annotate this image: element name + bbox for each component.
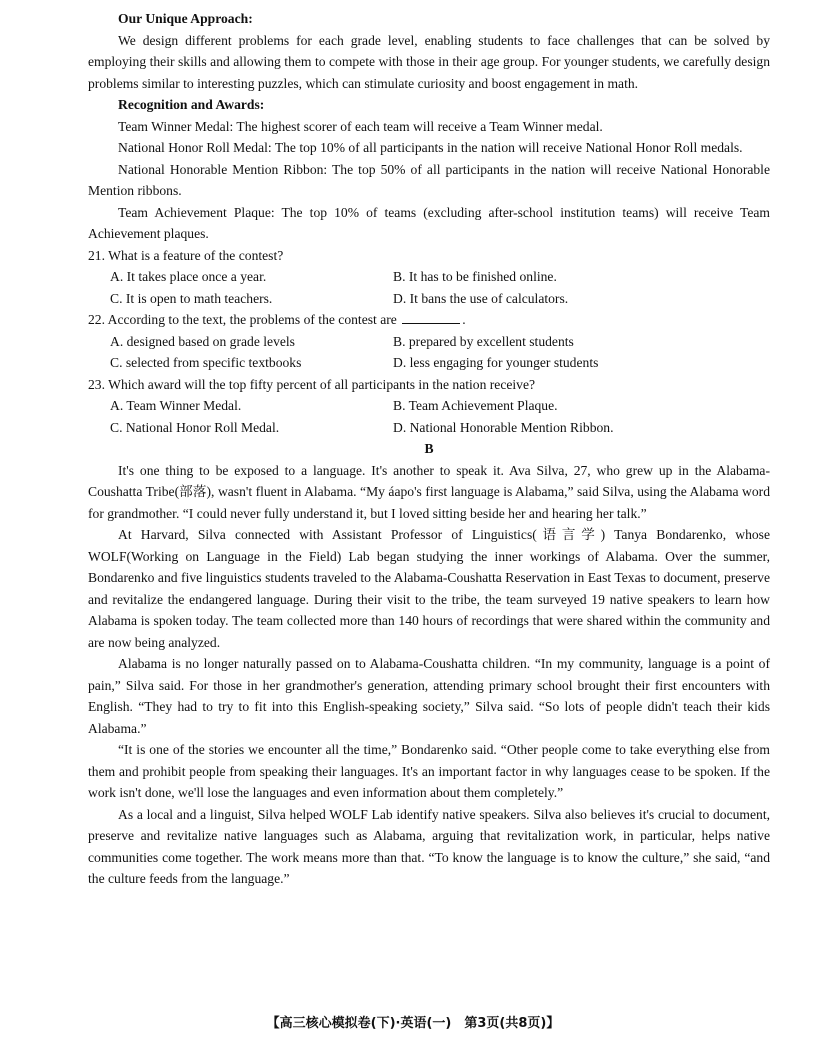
passage-paragraph: It's one thing to be exposed to a language. It's another to speak it. Ava Silva, 27, who grew up in the Alabama-Coushatta Tribe(部落), wasn't fluent in Alabama. “My áapo's first language is Alabama,” said Silva, using the Alabama word for grandmother. “I could never fully understand it, but I loved sitting beside her and hearing her talk.”: [88, 462, 770, 521]
award-item: Team Winner Medal: The highest scorer of each team will receive a Team Winner medal.: [118, 118, 603, 134]
option-d: D. National Honorable Mention Ribbon.: [393, 419, 614, 435]
question-21-options: [88, 266, 770, 309]
question-22-stem-text: 22. According to the text, the problems of the contest are: [88, 312, 397, 327]
award-item: National Honor Roll Medal: The top 10% of all participants in the nation will receive National Honor Roll medals.: [118, 140, 743, 155]
question-22-stem: [88, 309, 770, 331]
question-22-options: [88, 331, 770, 374]
option-d: D. less engaging for younger students: [393, 355, 599, 370]
passage-paragraph: “It is one of the stories we encounter all the time,” Bondarenko said. “Other people come to take everything else from them and prohibit people from speaking their languages. It's an important factor in why languages cease to be spoken. If the work isn't done, we'll lose the languages and even information about them completely.”: [88, 742, 770, 800]
question-23-options: [88, 395, 770, 438]
option-b: B. It has to be finished online.: [393, 269, 557, 284]
option-c: C. selected from specific textbooks: [110, 355, 302, 370]
option-d: D. It bans the use of calculators.: [393, 290, 569, 306]
section-letter: B: [424, 441, 434, 456]
approach-heading: Our Unique Approach:: [118, 11, 253, 26]
award-item: National Honorable Mention Ribbon: The top 50% of all participants in the nation will receive National Honorable Mention ribbons.: [88, 161, 770, 198]
passage-paragraph: At Harvard, Silva connected with Assistant Professor of Linguistics(语言学) Tanya Bondarenko, whose WOLF(Working on Language in the Field) Lab began studying the inner workings of Alabama. Over the summer, Bondarenko and five linguistics students traveled to the Alabama-Coushatta Reservation in East Texas to document, preserve and revitalize the endangered language. During their visit to the tribe, the team surveyed 19 native speakers to learn how Alabama is spoken today. The team collected more than 140 hours of recordings that were shared within the community and are now being analyzed.: [88, 527, 770, 650]
passage-paragraph: As a local and a linguist, Silva helped WOLF Lab identify native speakers. Silva also believes it's crucial to document, preserve and revitalize native languages such as Alabama, arguing that revitalization work, in particular, helps native communities come together. The work means more than that. “To know the language is to know the culture,” she said, “and the culture feeds from the language.”: [88, 806, 770, 886]
option-a: A. It takes place once a year.: [110, 269, 267, 284]
passage-paragraph: Alabama is no longer naturally passed on to Alabama-Coushatta children. “In my community, language is a point of pain,” Silva said. For those in her grandmother's generation, attending primary school brought their first encounters with English. “They had to try to fit into this English-speaking society,” Silva said. “So lots of people didn't teach their kids Alabama.”: [88, 656, 770, 736]
question-21-stem: 21. What is a feature of the contest?: [88, 247, 284, 263]
awards-heading: Recognition and Awards:: [118, 97, 265, 112]
question-23-stem: 23. Which award will the top fifty percent of all participants in the nation receive?: [88, 376, 536, 392]
option-c: C. National Honor Roll Medal.: [110, 419, 280, 435]
approach-paragraph: We design different problems for each grade level, enabling students to face challenges that can be solved by employing their skills and allowing them to compete with those in their age group. For younger students, we carefully design problems similar to interesting puzzles, which can stimulate curiosity and boost engagement in math.: [88, 32, 770, 91]
option-b: B. prepared by excellent students: [393, 333, 574, 349]
award-item: Team Achievement Plaque: The top 10% of teams (excluding after-school institution teams) will receive Team Achievement plaques.: [88, 204, 770, 241]
option-c: C. It is open to math teachers.: [110, 290, 273, 306]
option-a: A. Team Winner Medal.: [110, 398, 242, 413]
option-a: A. designed based on grade levels: [110, 333, 295, 349]
page-footer: 【高三核心模拟卷(下)·英语(一) 第3页(共8页)】: [266, 1016, 560, 1031]
document-page: [88, 8, 770, 890]
question-22-stem-end: .: [462, 312, 466, 327]
answer-blank: [402, 309, 460, 324]
option-b: B. Team Achievement Plaque.: [393, 398, 558, 413]
